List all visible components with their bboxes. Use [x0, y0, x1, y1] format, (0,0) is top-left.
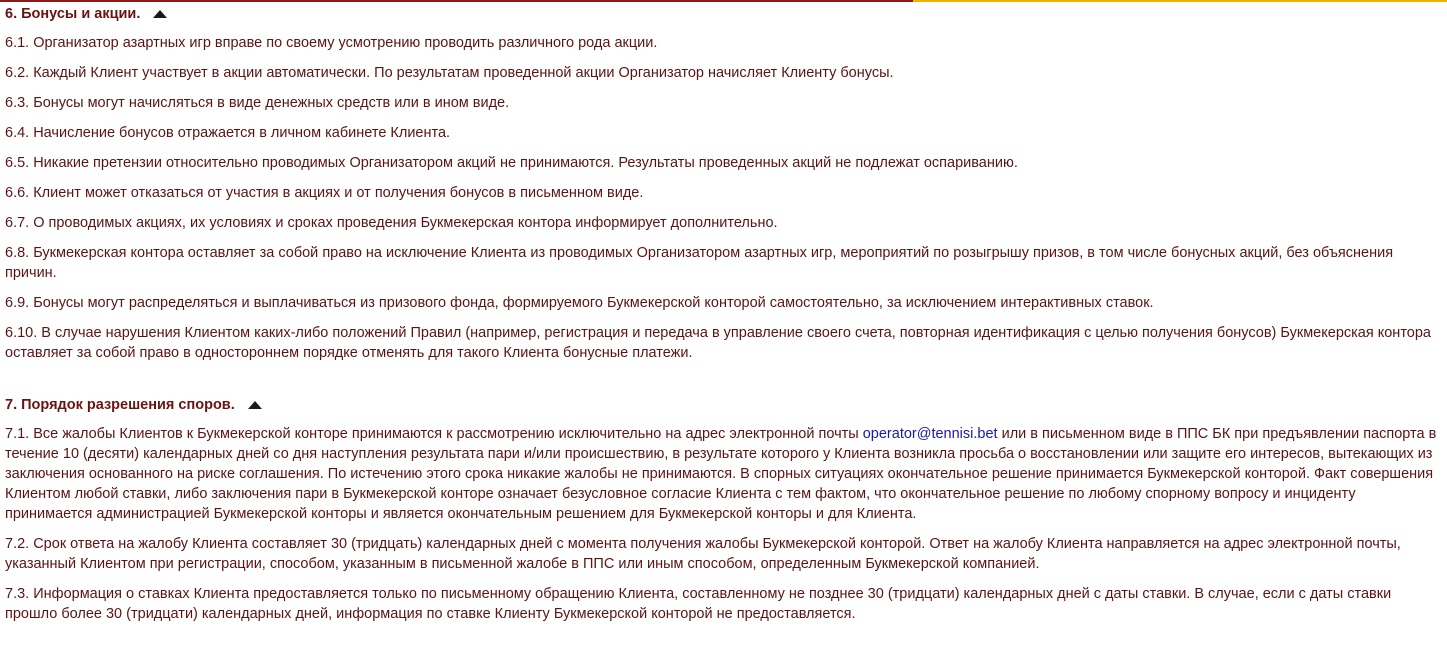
rule-item: 6.8. Букмекерская контора оставляет за собой право на исключение Клиента из проводимых Организатором азартных игр, мероприятий по розыгрышу призов, в том числе бонусных акций, без объяснения причин. — [5, 245, 1394, 281]
rule-text: 7.1. Все жалобы Клиентов к Букмекерской конторе принимаются к рассмотрению исключительно на адрес электронной почты — [5, 426, 863, 442]
section-bonuses — [5, 5, 1442, 363]
section-title: 6. Бонусы и акции. — [5, 6, 141, 22]
collapse-arrow-icon[interactable] — [153, 10, 167, 18]
email-link[interactable]: operator@tennisi.bet — [862, 426, 998, 442]
top-divider — [0, 0, 1447, 2]
rule-item: 6.3. Бонусы могут начисляться в виде денежных средств или в ином виде. — [5, 95, 510, 111]
rule-item: 6.4. Начисление бонусов отражается в личном кабинете Клиента. — [5, 125, 451, 141]
rule-item: 6.9. Бонусы могут распределяться и выплачиваться из призового фонда, формируемого Букмекерской конторой самостоятельно, за исключением интерактивных ставок. — [5, 295, 1154, 311]
section-spacer — [5, 373, 1442, 396]
section-disputes — [5, 396, 1442, 624]
section-title: 7. Порядок разрешения споров. — [5, 397, 235, 413]
rule-item: 6.6. Клиент может отказаться от участия в акциях и от получения бонусов в письменном виде. — [5, 185, 644, 201]
rule-item: 6.2. Каждый Клиент участвует в акции автоматически. По результатам проведенной акции Организатор начисляет Клиенту бонусы. — [5, 65, 894, 81]
rules-content — [5, 5, 1442, 634]
rule-item: 6.7. О проводимых акциях, их условиях и сроках проведения Букмекерская контора информирует дополнительно. — [5, 215, 778, 231]
rule-item — [5, 424, 1442, 524]
rule-item: 6.1. Организатор азартных игр вправе по своему усмотрению проводить различного рода акции. — [5, 35, 658, 51]
section-heading-disputes[interactable] — [5, 396, 1442, 414]
section-heading-bonuses[interactable] — [5, 5, 1442, 23]
rule-item: 7.2. Срок ответа на жалобу Клиента составляет 30 (тридцать) календарных дней с момента получения жалобы Букмекерской конторой. Ответ на жалобу Клиента направляется на адрес электронной почты, указанный Клиентом при регистрации, способом, указанным в письменной жалобе в ППС или иным способом, определенным Букмекерской компанией. — [5, 536, 1401, 572]
top-divider-dark-segment — [0, 0, 913, 2]
rule-item: 7.3. Информация о ставках Клиента предоставляется только по письменному обращению Клиента, составленному не позднее 30 (тридцати) календарных дней с даты ставки. В случае, если с даты ставки прошло более 30 (тридцати) календарных дней, информация по ставке Клиенту Букмекерской конторой не предоставляется. — [5, 586, 1392, 622]
rule-item: 6.10. В случае нарушения Клиентом каких-либо положений Правил (например, регистрация и передача в управление своего счета, повторная идентификация с целью получения бонусов) Букмекерская контора оставляет за собой право в одностороннем порядке отменять для такого Клиента бонусные платежи. — [5, 325, 1431, 361]
collapse-arrow-icon[interactable] — [248, 401, 262, 409]
rule-item: 6.5. Никакие претензии относительно проводимых Организатором акций не принимаются. Результаты проведенных акций не подлежат оспариванию. — [5, 155, 1018, 171]
rule-text: или в письменном виде в ППС БК при предъявлении паспорта в течение 10 (десяти) календарных дней со дня наступления результата пари и/или происшествию, в результате которого у Клиента возникла просьба о восстановлении или защите его интересов, вытекающих из заключения основанного на риске соглашения. По истечению этого срока никакие жалобы не принимаются. В спорных ситуациях окончательное решение принимается Букмекерской конторой. Факт совершения Клиентом любой ставки, либо заключения пари в Букмекерской конторе означает безусловное согласие Клиента с тем фактом, что окончательное решение по любому спорному вопросу и инциденту принимается администрацией Букмекерской конторы и является окончательным решением для Букмекерской конторы и для Клиента. — [5, 426, 1437, 522]
top-divider-light-segment — [913, 0, 1447, 2]
